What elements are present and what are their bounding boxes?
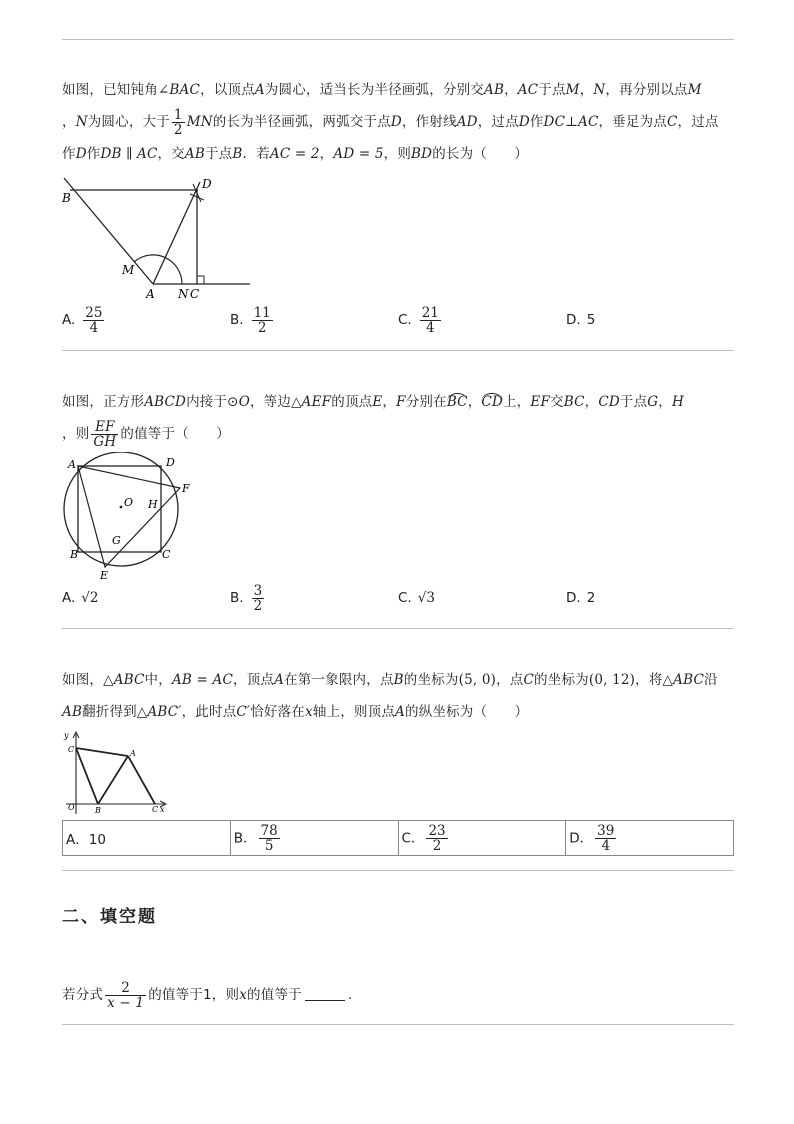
divider-2 (62, 628, 734, 629)
divider-3 (62, 870, 734, 871)
question-4-text: 若分式 $\frac{2}{x - 1}$ 的值等于1，则x的值等于 . (62, 979, 353, 1011)
fig2-label-D: D (166, 456, 175, 469)
q3-option-a[interactable]: A．10 (63, 821, 231, 856)
fig1-label-B: B (62, 191, 71, 205)
fig2-label-H: H (148, 498, 158, 511)
q1-option-b[interactable]: B. $\frac{11}{2}$ (230, 304, 271, 336)
q2-option-b[interactable]: B. $\frac{3}{2}$ (230, 582, 263, 614)
q1-option-d[interactable]: D. 5 (566, 312, 596, 328)
fig1-label-N: N (178, 287, 189, 301)
fig2-label-A: A (68, 458, 76, 471)
question-2-text: 如图，正方形ABCD内接于⊙O，等边△AEF的顶点E，F分别在BC，CD上，EF交BC，CD于点G，H ，则 $\frac{EF}{GH}$ 的值等于（ ） (62, 394, 684, 450)
question-2-options (62, 580, 734, 616)
fig1-label-M: M (122, 263, 135, 277)
fig3-label-O: O (68, 803, 75, 812)
fig3-label-B: B (95, 806, 101, 815)
fig2-label-F: F (182, 482, 190, 495)
q2-option-d[interactable]: D. 2 (566, 590, 596, 606)
section-title: 二、填空题 (62, 907, 157, 927)
q1-option-c[interactable]: C. $\frac{21}{4}$ (398, 304, 439, 336)
arc-bc: BC (446, 394, 468, 410)
q3-option-c[interactable]: C． $\frac{23}{2}$ (398, 821, 566, 856)
fig2-label-B: B (70, 548, 79, 561)
q2-option-c[interactable]: C. √3 (398, 590, 435, 606)
fig3-label-C: C (68, 745, 75, 754)
question-1-options (62, 302, 734, 338)
fig1-label-D: D (202, 177, 212, 191)
q3-option-d[interactable]: D． $\frac{39}{4}$ (566, 821, 734, 856)
answer-blank[interactable] (305, 1000, 345, 1001)
fig2-label-C: C (162, 548, 171, 561)
question-3-figure (60, 728, 172, 820)
question-3-options (62, 820, 734, 856)
fig1-label-A: A (146, 287, 155, 301)
divider-1 (62, 350, 734, 351)
q2-option-a[interactable]: A. √2 (62, 590, 99, 606)
fraction-one-half: $\frac{1}{2}$ (173, 106, 183, 138)
question-1-text: 如图，已知钝角∠BAC，以顶点A为圆心，适当长为半径画弧，分别交AB，AC于点M，N，再分别以点M ，N为圆心，大于 $\frac{1}{2}$ MN的长为半径画弧，两弧交于点D，作射线AD，过点D作DC⊥AC，垂足为点C，过点 作D作DB ∥ AC，交AB于点B．若AC = 2，AD = 5，则BD的长为（ ） (62, 82, 719, 162)
fraction-ef-gh: $\frac{EF}{GH}$ (93, 418, 117, 450)
fig3-label-y: y (64, 731, 69, 740)
fig3-label-x: x (160, 805, 165, 814)
divider-4 (62, 1024, 734, 1025)
fig3-label-C-prime: C (152, 805, 159, 814)
divider-top (62, 39, 734, 40)
question-3-text: 如图，△ABC中，AB = AC，顶点A在第一象限内，点B的坐标为(5, 0)，点C的坐标为(0, 12)，将△ABC沿 AB翻折得到△ABC′，此时点C′恰好落在x轴上，则顶点A的纵坐标为（ ） (62, 672, 718, 720)
fig2-label-O: O (124, 496, 134, 509)
arc-cd: CD (481, 394, 503, 410)
q3-option-b[interactable]: B． $\frac{78}{5}$ (230, 821, 398, 856)
question-1-figure (58, 172, 258, 304)
q1-option-a[interactable]: A. $\frac{25}{4}$ (62, 304, 103, 336)
fig2-label-E: E (100, 569, 109, 582)
fraction-2-over-x-minus-1: $\frac{2}{x - 1}$ (107, 979, 145, 1011)
fig2-label-G: G (112, 534, 121, 547)
question-2-figure (58, 452, 198, 584)
fig3-label-A: A (130, 749, 136, 758)
fig1-label-C: C (190, 287, 200, 301)
